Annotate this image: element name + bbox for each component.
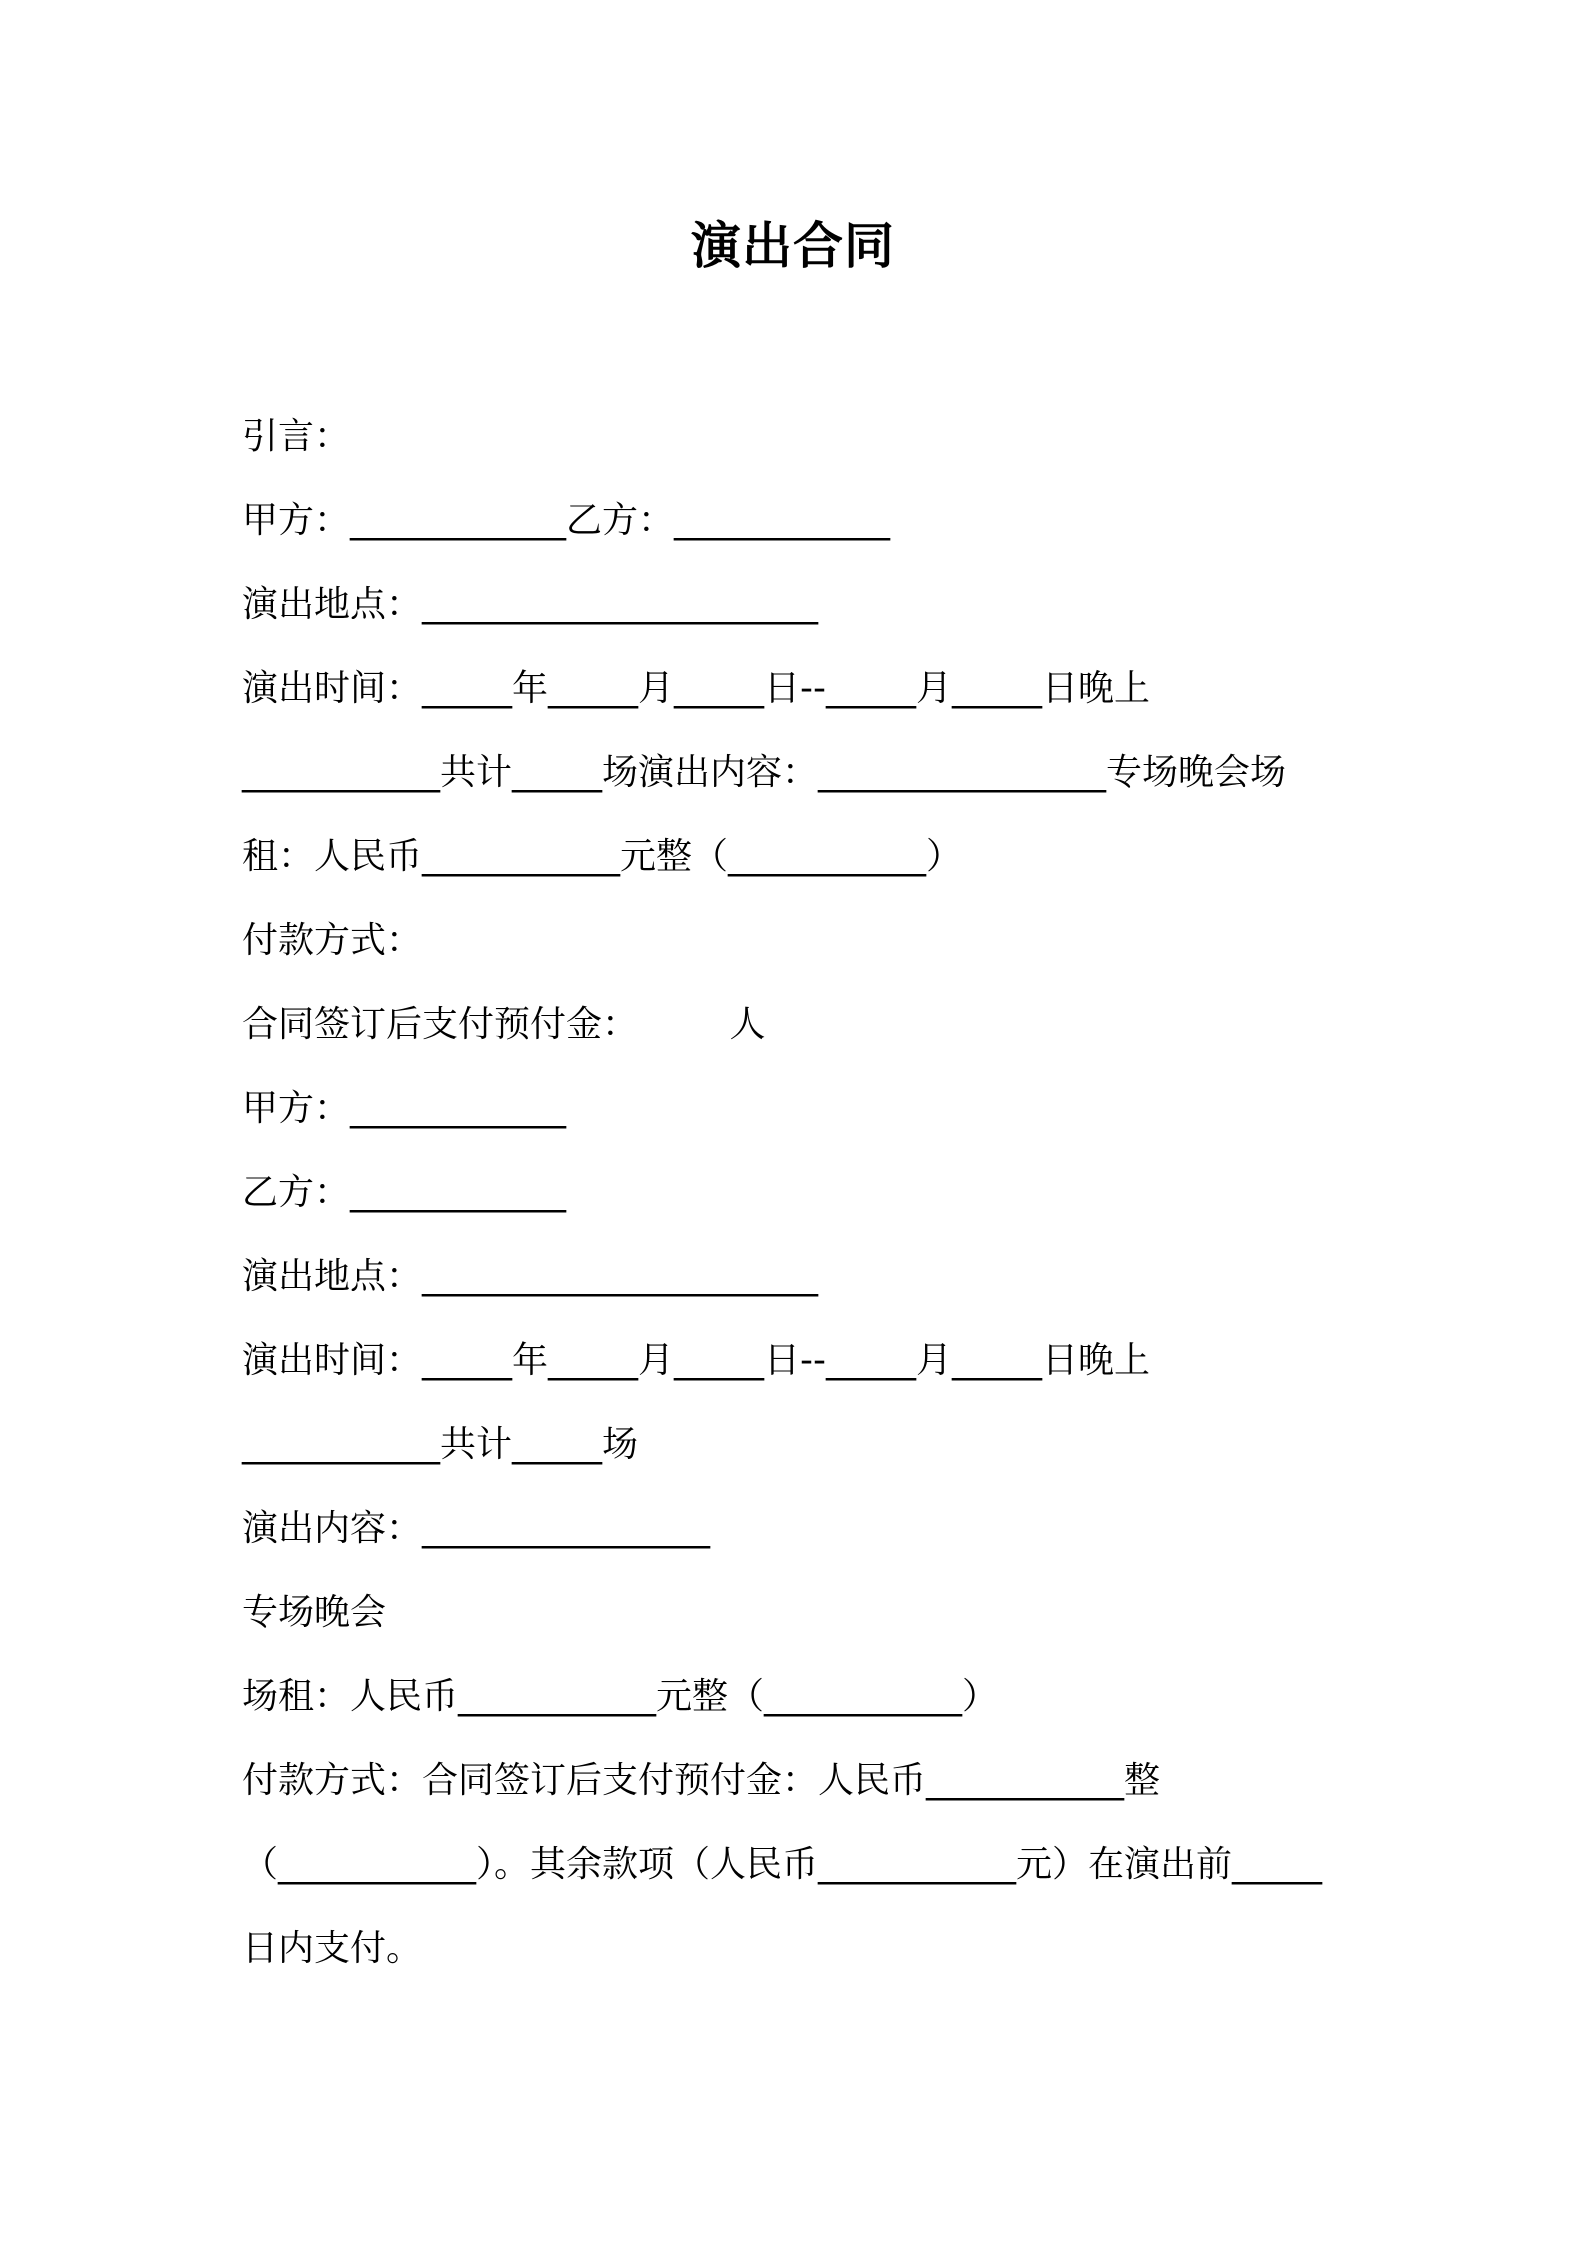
body-line-payment-method: 付款方式： <box>242 920 423 961</box>
body-line-rent: 租：人民币___________元整（___________） <box>242 836 963 877</box>
body-line-prepayment: 合同签订后支付预付金： 人 <box>242 1004 766 1045</box>
body-line-venue: 演出地点：______________________ <box>242 584 819 625</box>
body-line-party-a: 甲方：____________ <box>242 1088 567 1129</box>
body-line-time: 演出时间：_____年_____月_____日--_____月_____日晚上 <box>242 668 1150 709</box>
document-body <box>242 402 1362 1998</box>
body-line-party-b: 乙方：____________ <box>242 1172 567 1213</box>
body-line-payment-2: 付款方式：合同签订后支付预付金：人民币___________整 <box>242 1760 1161 1801</box>
document-title: 演出合同 <box>691 217 895 275</box>
body-line-content-2: 演出内容：________________ <box>242 1508 711 1549</box>
body-line-parties: 甲方：____________乙方：____________ <box>242 500 891 541</box>
body-line-balance: （___________）。其余款项（人民币___________元）在演出前_____ <box>242 1844 1323 1885</box>
body-line-rent-2: 场租：人民币___________元整（___________） <box>242 1676 999 1717</box>
body-line-intro: 引言： <box>242 416 351 457</box>
body-line-time-2: 演出时间：_____年_____月_____日--_____月_____日晚上 <box>242 1340 1150 1381</box>
body-line-special-show: 专场晚会 <box>242 1592 387 1633</box>
body-line-venue-2: 演出地点：______________________ <box>242 1256 819 1297</box>
body-line-count-2: ___________共计_____场 <box>242 1424 639 1465</box>
body-line-pay-within: 日内支付。 <box>242 1928 423 1969</box>
body-line-count-content: ___________共计_____场演出内容：________________专场晚会场 <box>242 752 1287 793</box>
